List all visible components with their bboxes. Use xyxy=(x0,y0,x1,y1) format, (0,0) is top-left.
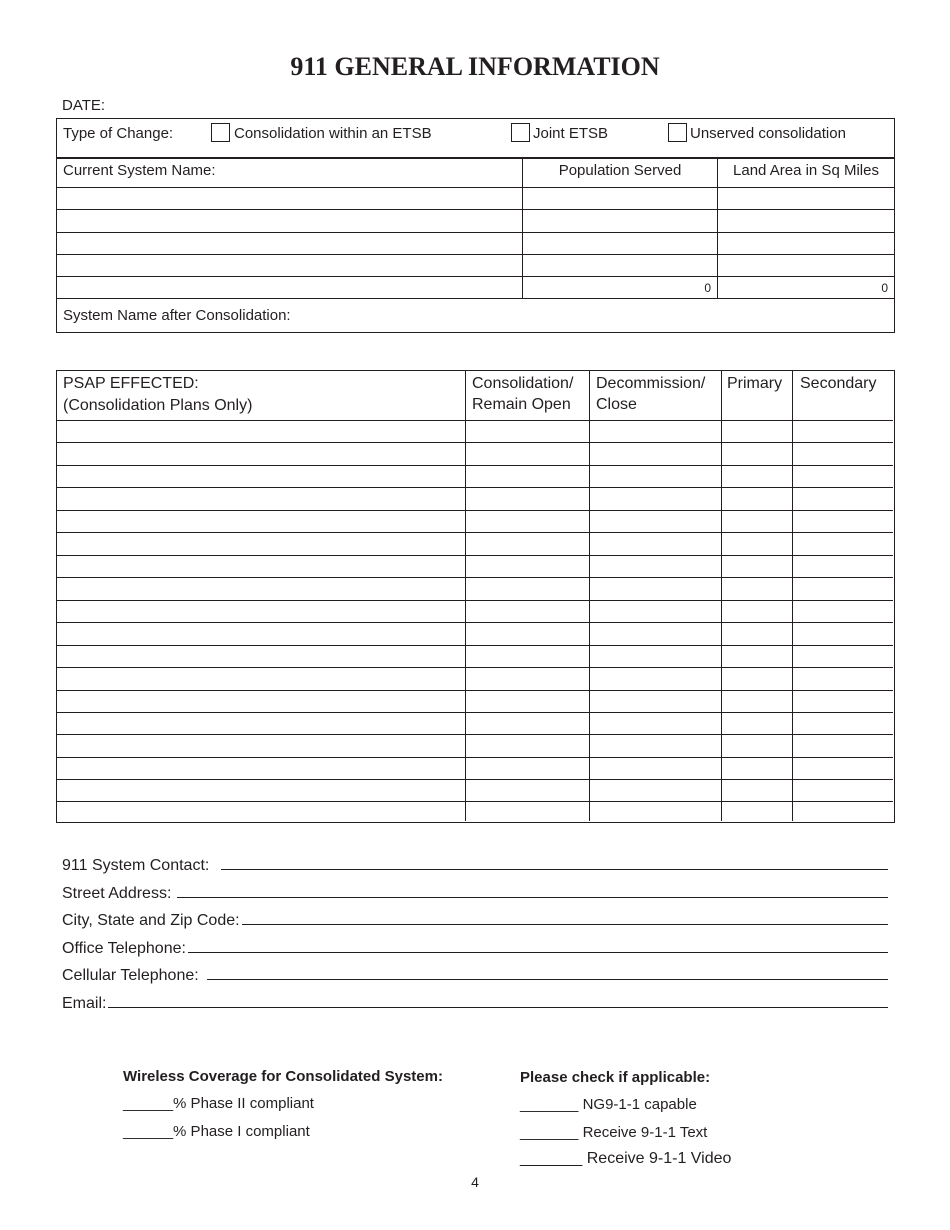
street-address-label: Street Address: xyxy=(62,885,172,902)
option-consolidation-within-etsb: Consolidation within an ETSB xyxy=(234,125,432,142)
secondary-header: Secondary xyxy=(800,375,877,392)
psap-header-line1: PSAP EFFECTED: xyxy=(63,375,199,392)
applicable-heading: Please check if applicable: xyxy=(520,1069,711,1086)
city-state-zip-label: City, State and Zip Code: xyxy=(62,912,240,929)
consolidation-header-line1: Consolidation/ xyxy=(472,375,574,392)
system-table xyxy=(56,118,895,333)
decommission-header-line2: Close xyxy=(596,396,637,413)
land-area-total: 0 xyxy=(881,281,888,295)
option-unserved-consolidation: Unserved consolidation xyxy=(690,125,846,142)
system-contact-label: 911 System Contact: xyxy=(62,857,210,874)
city-state-zip-field[interactable] xyxy=(62,910,888,930)
psap-header-line2: (Consolidation Plans Only) xyxy=(63,397,253,414)
checkbox-joint-etsb[interactable] xyxy=(511,123,530,142)
street-address-field[interactable] xyxy=(62,883,888,903)
page-number: 4 xyxy=(471,1174,479,1190)
wireless-coverage-heading: Wireless Coverage for Consolidated System: xyxy=(123,1068,443,1085)
system-contact-field[interactable] xyxy=(62,855,888,875)
type-of-change-label: Type of Change: xyxy=(63,125,174,142)
cellular-telephone-field[interactable] xyxy=(62,965,888,985)
option-joint-etsb: Joint ETSB xyxy=(533,125,609,142)
decommission-header-line1: Decommission/ xyxy=(596,375,706,392)
date-label: DATE: xyxy=(62,97,106,114)
checkbox-unserved-consolidation[interactable] xyxy=(668,123,687,142)
consolidation-header-line2: Remain Open xyxy=(472,396,571,413)
phase-i-item: ______% Phase I compliant xyxy=(123,1123,310,1140)
page-title: 911 GENERAL INFORMATION xyxy=(290,52,660,81)
cellular-telephone-label: Cellular Telephone: xyxy=(62,967,199,984)
office-telephone-label: Office Telephone: xyxy=(62,940,186,957)
current-system-name-header: Current System Name: xyxy=(63,162,216,179)
land-area-header: Land Area in Sq Miles xyxy=(733,162,879,179)
population-served-header: Population Served xyxy=(558,162,682,179)
checkbox-consolidation-within-etsb[interactable] xyxy=(211,123,230,142)
psap-table xyxy=(56,370,895,823)
ng911-item: _______ NG9-1-1 capable xyxy=(520,1096,697,1113)
email-label: Email: xyxy=(62,995,107,1012)
email-field[interactable] xyxy=(62,993,888,1013)
population-total: 0 xyxy=(704,281,711,295)
phase-ii-item: ______% Phase II compliant xyxy=(123,1095,314,1112)
primary-header: Primary xyxy=(727,375,783,392)
office-telephone-field[interactable] xyxy=(62,938,888,958)
receive-text-item: _______ Receive 9-1-1 Text xyxy=(520,1124,708,1141)
receive-video-item: _______ Receive 9-1-1 Video xyxy=(520,1150,732,1167)
system-name-after-consolidation-label: System Name after Consolidation: xyxy=(63,307,291,324)
